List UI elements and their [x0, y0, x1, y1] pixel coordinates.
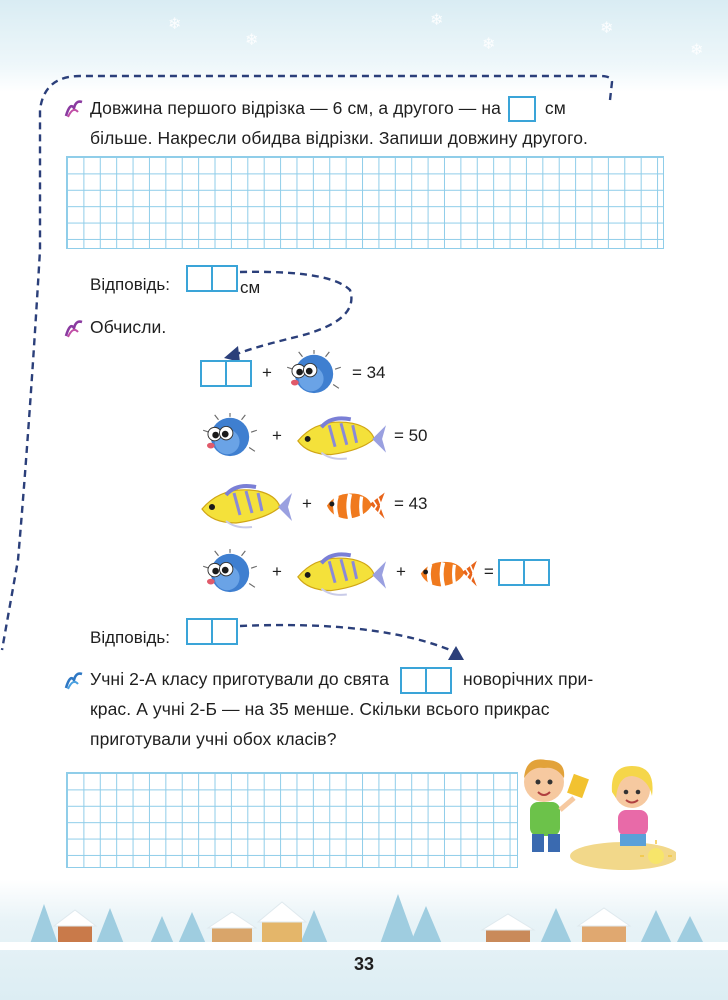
snowflake-icon: ❄	[430, 12, 444, 29]
equation-row-4	[198, 546, 550, 598]
task1-text	[90, 93, 588, 153]
page-number: 33	[353, 954, 375, 974]
task-swirl-icon	[64, 318, 84, 338]
answer1-unit: см	[240, 278, 261, 297]
equation2-result: = 50	[393, 426, 428, 445]
equation-row-3	[196, 478, 428, 530]
task3-digit-box[interactable]	[400, 667, 427, 694]
task1-unit: см	[544, 98, 566, 118]
winter-village-illustration	[0, 886, 728, 950]
snowflake-icon: ❄	[600, 20, 614, 37]
blue-pufferfish-icon	[198, 549, 262, 595]
equation3-result: = 43	[393, 494, 428, 513]
equation1-result: = 34	[351, 363, 386, 382]
blue-pufferfish-icon	[198, 413, 262, 459]
equation4-digit-box[interactable]	[498, 559, 525, 586]
task3-line1a: Учні 2-А класу приготували до свята	[90, 669, 390, 689]
answer1-digit-box[interactable]	[211, 265, 238, 292]
task2-title: Обчисли.	[90, 317, 167, 337]
task1-line2: більше. Накресли обидва відрізки. Запиши довжину другого.	[90, 128, 589, 148]
task-swirl-icon	[64, 670, 84, 690]
task-swirl-icon	[64, 98, 84, 118]
equation4-plus-2: +	[395, 562, 406, 581]
equation4-equals: =	[483, 562, 494, 581]
answer2-digit-box[interactable]	[211, 618, 238, 645]
equation-row-2	[198, 410, 428, 462]
yellow-fish-icon	[292, 410, 386, 462]
task1-drawing-grid[interactable]	[66, 156, 664, 249]
yellow-fish-icon	[292, 546, 386, 598]
answer1-boxes	[186, 265, 238, 292]
yellow-fish-icon	[196, 478, 292, 530]
answer1-label: Відповідь:	[90, 275, 171, 294]
equation2-plus: +	[272, 426, 282, 445]
task3-digit-box[interactable]	[425, 667, 452, 694]
children-playing-illustration	[516, 752, 676, 872]
snowflake-icon: ❄	[482, 36, 496, 53]
answer1-digit-box[interactable]	[186, 265, 213, 292]
clownfish-icon	[322, 482, 388, 526]
equation1-digit-box[interactable]	[200, 360, 227, 387]
equation4-digit-box[interactable]	[523, 559, 550, 586]
equation1-answer-boxes	[200, 360, 252, 387]
task3-line1b: новорічних при-	[463, 669, 594, 689]
clownfish-icon	[416, 550, 480, 594]
top-winter-band	[0, 0, 728, 92]
answer2-digit-box[interactable]	[186, 618, 213, 645]
snowflake-icon: ❄	[168, 16, 182, 33]
task3-line2: крас. А учні 2-Б — на 35 менше. Скільки всього прикрас	[90, 699, 550, 719]
equation4-plus-1: +	[272, 562, 282, 581]
task1-answer-box[interactable]	[508, 96, 536, 122]
blue-pufferfish-icon	[282, 350, 346, 396]
equation-row-1	[200, 350, 386, 396]
equation1-digit-box[interactable]	[225, 360, 252, 387]
task3-solution-grid[interactable]	[66, 772, 518, 868]
equation4-answer-boxes	[498, 559, 550, 586]
task3-line3: приготували учні обох класів?	[90, 729, 337, 749]
snowflake-icon: ❄	[690, 42, 704, 59]
task3-text	[90, 664, 593, 754]
equation3-plus: +	[302, 494, 312, 513]
snowflake-icon: ❄	[245, 32, 259, 49]
answer2-label: Відповідь:	[90, 628, 171, 647]
task1-line1: Довжина першого відрізка — 6 см, а другого — на	[90, 98, 501, 118]
task3-answer-boxes	[400, 667, 452, 694]
answer2-boxes	[186, 618, 238, 645]
equation1-plus: +	[262, 363, 272, 382]
